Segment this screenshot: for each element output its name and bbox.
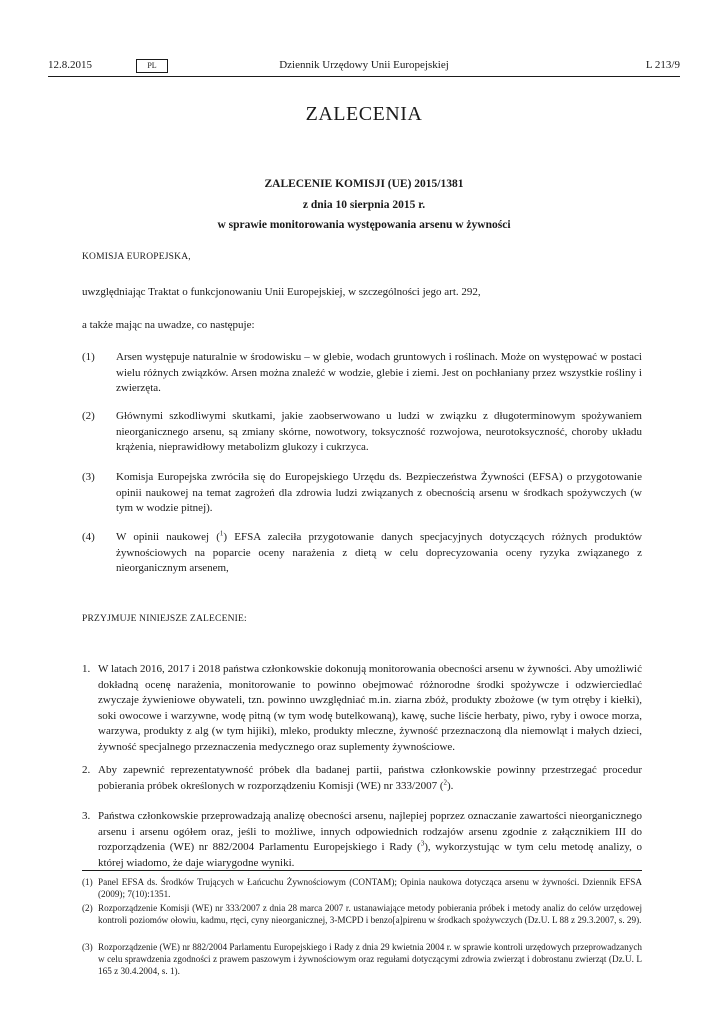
point-text-end: ), wykorzystując w tym celu metodę analizy, o której wiadomo, że daje wiarygodne wyniki. — [98, 841, 643, 869]
recital-text — [116, 530, 642, 577]
recommendation-point — [82, 662, 642, 755]
recital — [82, 470, 642, 517]
point-number: 3. — [82, 810, 91, 822]
recommendation-point — [82, 809, 642, 871]
adoption-line: PRZYJMUJE NINIEJSZE ZALECENIE: — [82, 614, 247, 624]
recital-number: (3) — [82, 471, 95, 483]
header-divider — [48, 76, 680, 77]
point-text — [98, 763, 642, 794]
recital-number: (4) — [82, 531, 95, 543]
act-subject: w sprawie monitorowania występowania arsenu w żywności — [217, 219, 511, 231]
recital-number: (2) — [82, 410, 95, 422]
footnote-ref[interactable]: 2 — [443, 777, 447, 786]
footnote-ref[interactable]: 1 — [219, 529, 224, 538]
recital — [82, 350, 642, 397]
journal-title: Dziennik Urzędowy Unii Europejskiej — [279, 59, 449, 71]
point-text: W latach 2016, 2017 i 2018 państwa członkowskie dokonują monitorowania obecności arsenu w żywności. Aby umożliwić dokładną ocenę narażenia, monitorowanie to powinno obejmować różnorodne środki spożywcze i odzwierciedlać zwyczaje żywieniowe obywateli, tzn. powinno uwzględniać m.in. ziarna zbóż, produkty zbożowe (w tym otręby i kiełki), soki owocowe i warzywne, wodę pitną (w tym wodę butelkowaną), kawę, suche liście herbaty, piwo, ryby i owoce morza, warzywa, produkty z alg (w tym hijiki), mleko, produkty mleczne, żywność przeznaczoną dla niemowląt i małych dzieci, żywność specjalnego przeznaczenia medycznego oraz suplementy żywnościowe. — [98, 663, 642, 753]
footnote-number: (3) — [82, 942, 93, 952]
recital — [82, 530, 642, 577]
point-number: 2. — [82, 764, 91, 776]
recital-text-start: W opinii naukowej ( — [116, 531, 220, 543]
recital-number: (1) — [82, 351, 95, 363]
point-number: 1. — [82, 663, 91, 675]
language-badge: PL — [136, 59, 168, 73]
point-text-end: ). — [446, 779, 454, 792]
page-header — [48, 59, 680, 75]
point-text — [98, 809, 642, 871]
institution-line: KOMISJA EUROPEJSKA, — [82, 252, 191, 262]
act-date: z dnia 10 sierpnia 2015 r. — [302, 198, 426, 211]
journal-reference: L 213/9 — [645, 59, 680, 71]
footnote — [82, 902, 642, 926]
recital — [82, 409, 642, 456]
recital-text: Komisja Europejska zwróciła się do Europejskiego Urzędu ds. Bezpieczeństwa Żywności (EFSA) o przygotowanie opinii naukowej na temat zagrożeń dla zdrowia ludzi związanych z obecnością arsenu w środkach spożywczych (w tym w wodzie pitnej). — [116, 471, 642, 514]
footnote-text: Rozporządzenie (WE) nr 882/2004 Parlamentu Europejskiego i Rady z dnia 29 kwietnia 2004 r. w sprawie kontroli urzędowych przeprowadzanych w celu sprawdzenia zgodności z prawem paszowym i żywnościowym oraz regułami dotyczącymi zdrowia zwierząt i dobrostanu zwierząt (Dz.U. L 165 z 30.4.2004, s. 1). — [98, 942, 642, 976]
whereas-intro: a także mając na uwadze, co następuje: — [82, 319, 255, 331]
recital-text-end: ) EFSA zaleciła przygotowanie danych specjacyjnych dotyczących różnych produktów żywnościowych na poparcie oceny narażenia z dietą w celu doprecyzowania oceny ryzyka związanego z nieorganicznym arsenem, — [116, 531, 643, 574]
footnote-ref[interactable]: 3 — [420, 839, 425, 848]
recommendation-point — [82, 763, 642, 794]
footnote — [82, 941, 642, 977]
recital-text: Głównymi szkodliwymi skutkami, jakie zaobserwowano u ludzi w związku z długoterminowym spożywaniem nieorganicznego arsenu, są zmiany skórne, nowotwory, toksyczność rozwojowa, neurotoksyczność, choroby układu krążenia, nieprawidłowy metabolizm glukozy i cukrzyca. — [116, 410, 642, 453]
footnote — [82, 876, 642, 900]
point-text-start: Aby zapewnić reprezentatywność próbek dla badanej partii, państwa członkowskie powinny przestrzegać procedur pobierania próbek określonych w rozporządzeniu Komisji (WE) nr 333/2007 ( — [98, 764, 642, 792]
point-text-start: Państwa członkowskie przeprowadzają analizę obecności arsenu, najlepiej poprzez oznaczanie zawartości nieorganicznego arsenu i arsenu ogółem oraz, jeśli to możliwe, innych odpowiednich rodzajów arsenu zgodnie z załącznikiem III do rozporządzenia (WE) nr 882/2004 Parlamentu Europejskiego i Rady ( — [98, 810, 642, 853]
recital-text: Arsen występuje naturalnie w środowisku – w glebie, wodach gruntowych i roślinach. Może on występować w postaci wielu różnych związków. Arsen można znaleźć w wodzie, glebie i ziemi. Jest on pochłaniany przez wszystkie rośliny i zwierzęta. — [116, 351, 642, 394]
section-title: ZALECENIA — [305, 103, 423, 125]
footnote-text: Panel EFSA ds. Środków Trujących w Łańcuchu Żywnościowym (CONTAM); Opinia naukowa dotycząca arsenu w żywności. Dziennik EFSA (2009); 7(10):1351. — [98, 877, 642, 899]
footnote-number: (1) — [82, 877, 93, 887]
footnote-divider — [82, 870, 642, 871]
act-title — [48, 174, 680, 236]
legal-basis: uwzględniając Traktat o funkcjonowaniu Unii Europejskiej, w szczególności jego art. 292, — [82, 286, 481, 298]
footnote-text: Rozporządzenie Komisji (WE) nr 333/2007 z dnia 28 marca 2007 r. ustanawiające metody pobierania próbek i metody analiz do celów urzędowej kontroli poziomów ołowiu, kadmu, rtęci, cyny nieorganicznej, 3-MCPD i benzo[a]pirenu w środkach spożywczych (Dz.U. L 88 z 29.3.2007, s. 29). — [98, 903, 642, 925]
publication-date: 12.8.2015 — [48, 59, 92, 71]
act-number: ZALECENIE KOMISJI (UE) 2015/1381 — [264, 178, 464, 190]
footnote-number: (2) — [82, 903, 93, 913]
